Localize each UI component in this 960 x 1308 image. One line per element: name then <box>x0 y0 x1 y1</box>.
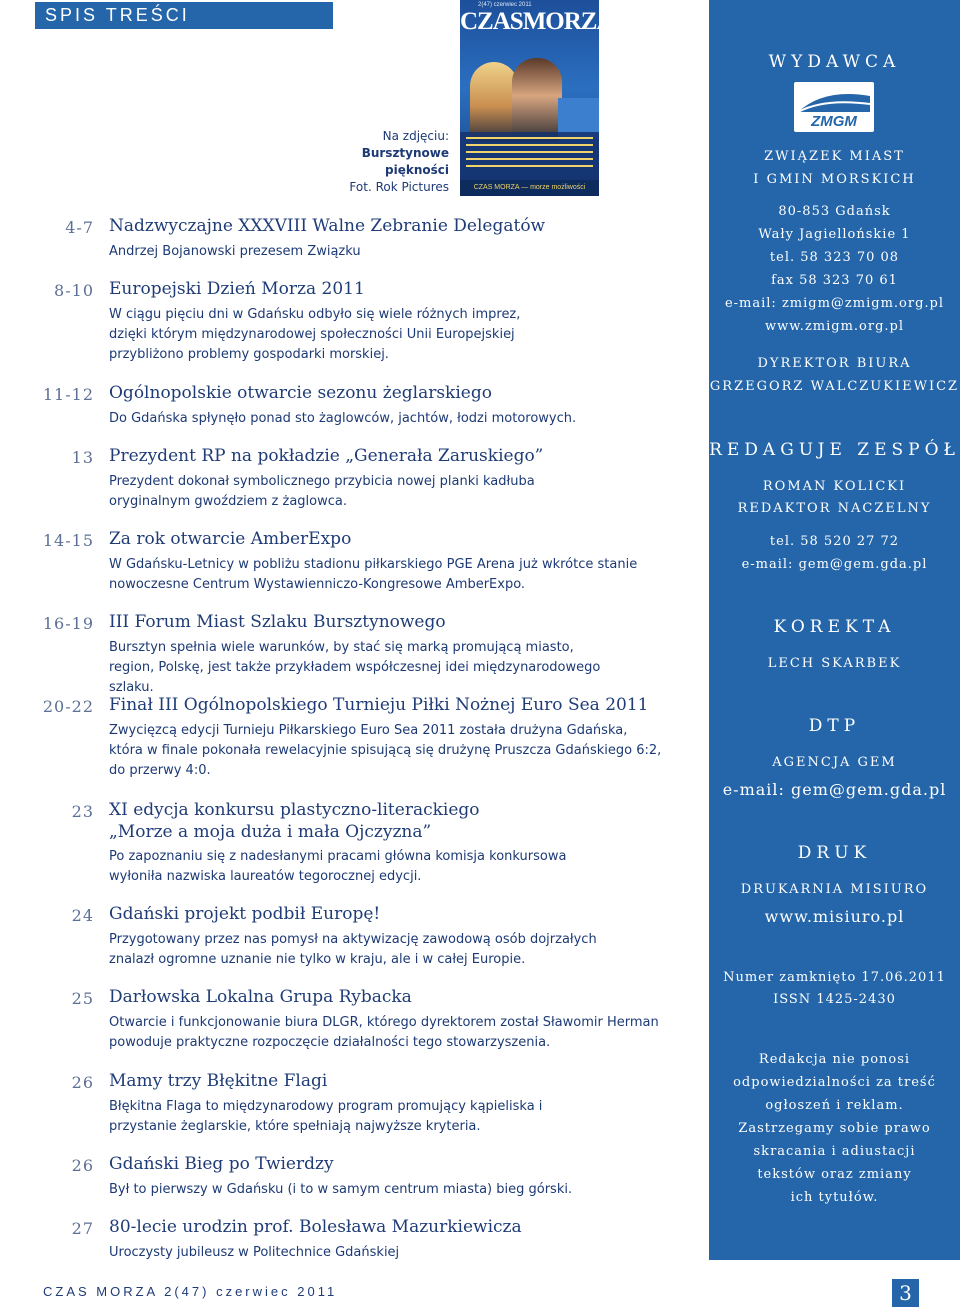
toc-description: Był to pierwszy w Gdańsku (i to w samym centrum miasta) bieg górski. <box>109 1182 573 1197</box>
org-website[interactable]: www.zmigm.org.pl <box>764 319 905 334</box>
proofreader-name: LECH SKARBEK <box>767 656 902 671</box>
cover-issue-text: 2(47) czerwiec 2011 <box>478 2 532 8</box>
footer-magazine-info: CZAS MORZA 2(47) czerwiec 2011 <box>43 1284 338 1299</box>
print-heading: DRUK <box>797 843 872 863</box>
disclaimer-line: ogłoszeń i reklam. <box>765 1098 904 1113</box>
org-name-line1: ZWIĄZEK MIAST <box>764 149 905 164</box>
org-email[interactable]: e-mail: zmigm@zmigm.org.pl <box>724 296 945 311</box>
editorial-heading: REDAGUJE ZESPÓŁ <box>709 440 960 460</box>
toc-pages: 14-15 <box>42 531 94 550</box>
publisher-sidebar <box>709 0 960 1260</box>
toc-pages: 24 <box>71 906 94 925</box>
disclaimer-line: tekstów oraz zmiany <box>757 1167 912 1182</box>
toc-title[interactable]: Za rok otwarcie AmberExpo <box>109 529 352 549</box>
toc-pages: 26 <box>71 1156 94 1175</box>
printer-website[interactable]: www.misiuro.pl <box>764 907 905 926</box>
cover-title: CZASMORZA <box>460 8 614 35</box>
director-label: DYREKTOR BIURA <box>757 356 912 371</box>
toc-description: Andrzej Bojanowski prezesem Związku <box>109 244 361 259</box>
disclaimer-line: skracania i adiustacji <box>753 1144 916 1159</box>
zmgm-logo <box>794 82 874 132</box>
toc-description: Przygotowany przez nas pomysł na aktywizację zawodową osób dojrzałych znalazł ogromne uznanie nie tylko w kraju, ale i w całej Europie. <box>109 932 597 967</box>
toc-title[interactable]: Finał III Ogólnopolskiego Turnieju Piłki Nożnej Euro Sea 2011 <box>109 695 649 715</box>
dtp-email[interactable]: e-mail: gem@gem.gda.pl <box>722 780 947 799</box>
toc-title[interactable]: 80-lecie urodzin prof. Bolesława Mazurkiewicza <box>109 1217 522 1237</box>
toc-description: W ciągu pięciu dni w Gdańsku odbyło się wiele różnych imprez, dzięki którym międzynarodowej społeczności Unii Europejskiej przybliżono problemy gospodarki morskiej. <box>109 307 521 362</box>
page-number: 3 <box>892 1279 919 1307</box>
cover-headlines <box>460 132 599 180</box>
printer-name: DRUKARNIA MISIURO <box>740 882 929 897</box>
publisher-heading: WYDAWCA <box>768 52 901 72</box>
toc-description: Błękitna Flaga to międzynarodowy program promujący kąpieliska i przystanie żeglarskie, które spełniają najwyższe kryteria. <box>109 1099 543 1134</box>
cover-person-left <box>470 62 518 142</box>
org-phone: tel. 58 323 70 08 <box>769 250 900 265</box>
toc-title[interactable]: Mamy trzy Błękitne Flagi <box>109 1071 328 1091</box>
photo-caption: Na zdjęciu: Bursztynowe piękności Fot. Rok Pictures <box>349 129 449 194</box>
section-title: SPIS TREŚCI <box>45 5 190 25</box>
toc-title[interactable]: III Forum Miast Szlaku Bursztynowego <box>109 612 446 632</box>
toc-pages: 8-10 <box>54 281 94 300</box>
toc-title[interactable]: Prezydent RP na pokładzie „Generała Zaruskiego” <box>109 446 544 466</box>
toc-pages: 27 <box>71 1219 94 1238</box>
cover-person-right <box>512 58 562 142</box>
org-fax: fax 58 323 70 61 <box>771 273 898 288</box>
editor-phone: tel. 58 520 27 72 <box>769 534 900 549</box>
org-name-line2: I GMIN MORSKICH <box>753 172 916 187</box>
toc-pages: 11-12 <box>42 385 94 404</box>
toc-pages: 13 <box>71 448 94 467</box>
issn-number: ISSN 1425-2430 <box>773 992 896 1007</box>
toc-description: Bursztyn spełnia wiele warunków, by stać się marką promującą miasto, region, Polskę, jest także przykładem współczesnej idei międzynarodowego szlaku. <box>109 640 601 695</box>
disclaimer-line: Redakcja nie ponosi <box>758 1052 911 1067</box>
editor-role: REDAKTOR NACZELNY <box>737 501 932 516</box>
toc-description: Po zapoznaniu się z nadesłanymi pracami główna komisja konkursowa wyłoniła nazwiska laureatów tegorocznej edycji. <box>109 849 567 884</box>
toc-title[interactable]: Darłowska Lokalna Grupa Rybacka <box>109 987 412 1007</box>
toc-description: W Gdańsku-Letnicy w pobliżu stadionu piłkarskiego PGE Arena już wkrótce stanie nowoczesne Centrum Wystawienniczo-Kongresowe AmberExpo. <box>109 557 638 592</box>
toc-pages: 23 <box>71 802 94 821</box>
toc-description: Do Gdańska spłynęło ponad sto żaglowców, jachtów, łodzi motorowych. <box>109 411 577 426</box>
toc-description: Otwarcie i funkcjonowanie biura DLGR, którego dyrektorem został Sławomir Herman powoduje praktyczne rozpoczęcie działalności tego stowarzyszenia. <box>109 1015 659 1050</box>
disclaimer-line: ich tytułów. <box>790 1190 879 1205</box>
disclaimer-line: odpowiedzialności za treść <box>733 1075 936 1090</box>
toc-pages: 4-7 <box>65 218 94 237</box>
toc-description: Zwycięzcą edycji Turnieju Piłkarskiego Euro Sea 2011 została drużyna Gdańska, która w finale pokonała rewelacyjnie spisującą się drużynę Pruszcza Gdańskiego 6:2, do przerwy 4:0. <box>109 723 662 778</box>
toc-description: Uroczysty jubileusz w Politechnice Gdańskiej <box>109 1245 400 1260</box>
toc-pages: 25 <box>71 989 94 1008</box>
section-header-bar <box>35 2 333 29</box>
magazine-cover-image <box>460 0 614 196</box>
proofreading-heading: KOREKTA <box>773 617 896 637</box>
toc-description: Prezydent dokonał symbolicznego przybicia nowej planki kadłuba oryginalnym gwoździem z żaglowca. <box>109 474 535 509</box>
toc-title[interactable]: XI edycja konkursu plastyczno-literackiego <box>109 800 480 820</box>
toc-title[interactable]: Nadzwyczajne XXXVIII Walne Zebranie Delegatów <box>109 216 546 236</box>
disclaimer-line: Zastrzegamy sobie prawo <box>738 1121 931 1136</box>
toc-pages: 26 <box>71 1073 94 1092</box>
toc-title[interactable]: Europejski Dzień Morza 2011 <box>109 279 365 299</box>
dtp-heading: DTP <box>808 716 861 736</box>
director-name: GRZEGORZ WALCZUKIEWICZ <box>709 379 960 394</box>
toc-title[interactable]: Gdański Bieg po Twierdzy <box>109 1154 334 1174</box>
toc-title[interactable]: Gdański projekt podbił Europę! <box>109 904 381 924</box>
toc-title-line2[interactable]: „Morze a moja duża i mała Ojczyzna” <box>109 822 432 842</box>
address-line2: Wały Jagiellońskie 1 <box>758 227 911 242</box>
closing-date: Numer zamknięto 17.06.2011 <box>723 970 946 985</box>
dtp-agency: AGENCJA GEM <box>772 755 897 770</box>
editor-email[interactable]: e-mail: gem@gem.gda.pl <box>741 557 928 572</box>
toc-title[interactable]: Ogólnopolskie otwarcie sezonu żeglarskiego <box>109 383 492 403</box>
logo-text: ZMGM <box>811 113 857 130</box>
cover-footer: CZAS MORZA — morze możliwości <box>460 180 599 196</box>
toc-pages: 16-19 <box>42 614 94 633</box>
toc-pages: 20-22 <box>42 697 94 716</box>
address-line1: 80-853 Gdańsk <box>778 204 891 219</box>
editor-name: ROMAN KOLICKI <box>762 479 907 494</box>
